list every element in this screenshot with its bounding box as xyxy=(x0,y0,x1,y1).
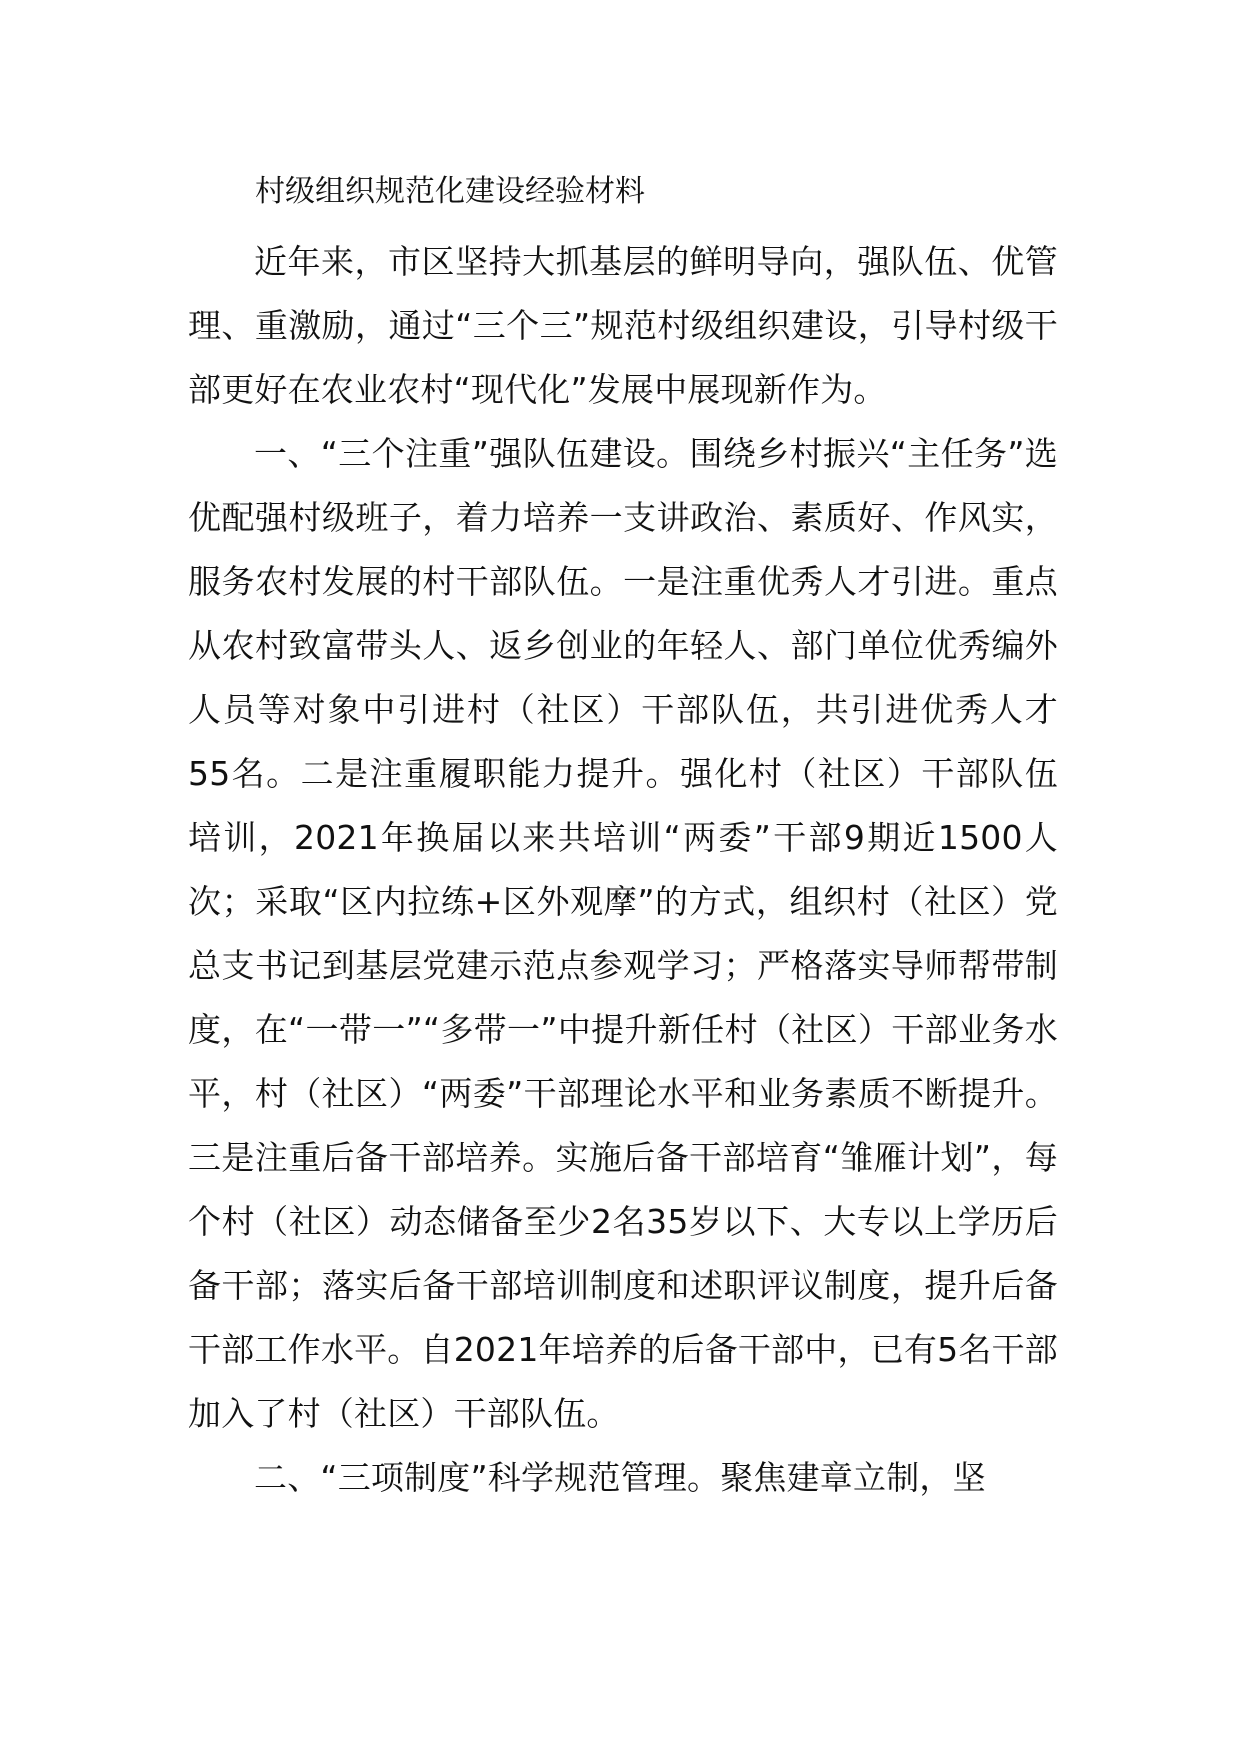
paragraph-section-two: 二、“三项制度”科学规范管理。聚焦建章立制，坚 xyxy=(254,1458,986,1497)
document-body xyxy=(188,230,1058,1510)
document-title: 村级组织规范化建设经验材料 xyxy=(255,174,645,209)
paragraph-intro: 近年来，市区坚持大抓基层的鲜明导向，强队伍、优管理、重激励，通过“三个三”规范村级组织建设，引导村级干部更好在农业农村“现代化”发展中展现新作为。 xyxy=(188,242,1058,409)
paragraph-section-one: 一、“三个注重”强队伍建设。围绕乡村振兴“主任务”选优配强村级班子，着力培养一支讲政治、素质好、作风实，服务农村发展的村干部队伍。一是注重优秀人才引进。重点从农村致富带头人、返乡创业的年轻人、部门单位优秀编外人员等对象中引进村（社区）干部队伍，共引进优秀人才55名。二是注重履职能力提升。强化村（社区）干部队伍培训，2021年换届以来共培训“两委”干部9期近1500人次；采取“区内拉练+区外观摩”的方式，组织村（社区）党总支书记到基层党建示范点参观学习；严格落实导师帮带制度，在“一带一”“多带一”中提升新任村（社区）干部业务水平，村（社区）“两委”干部理论水平和业务素质不断提升。三是注重后备干部培养。实施后备干部培育“雏雁计划”，每个村（社区）动态储备至少2名35岁以下、大专以上学历后备干部；落实后备干部培训制度和述职评议制度，提升后备干部工作水平。自2021年培养的后备干部中，已有5名干部加入了村（社区）干部队伍。 xyxy=(188,434,1058,1433)
